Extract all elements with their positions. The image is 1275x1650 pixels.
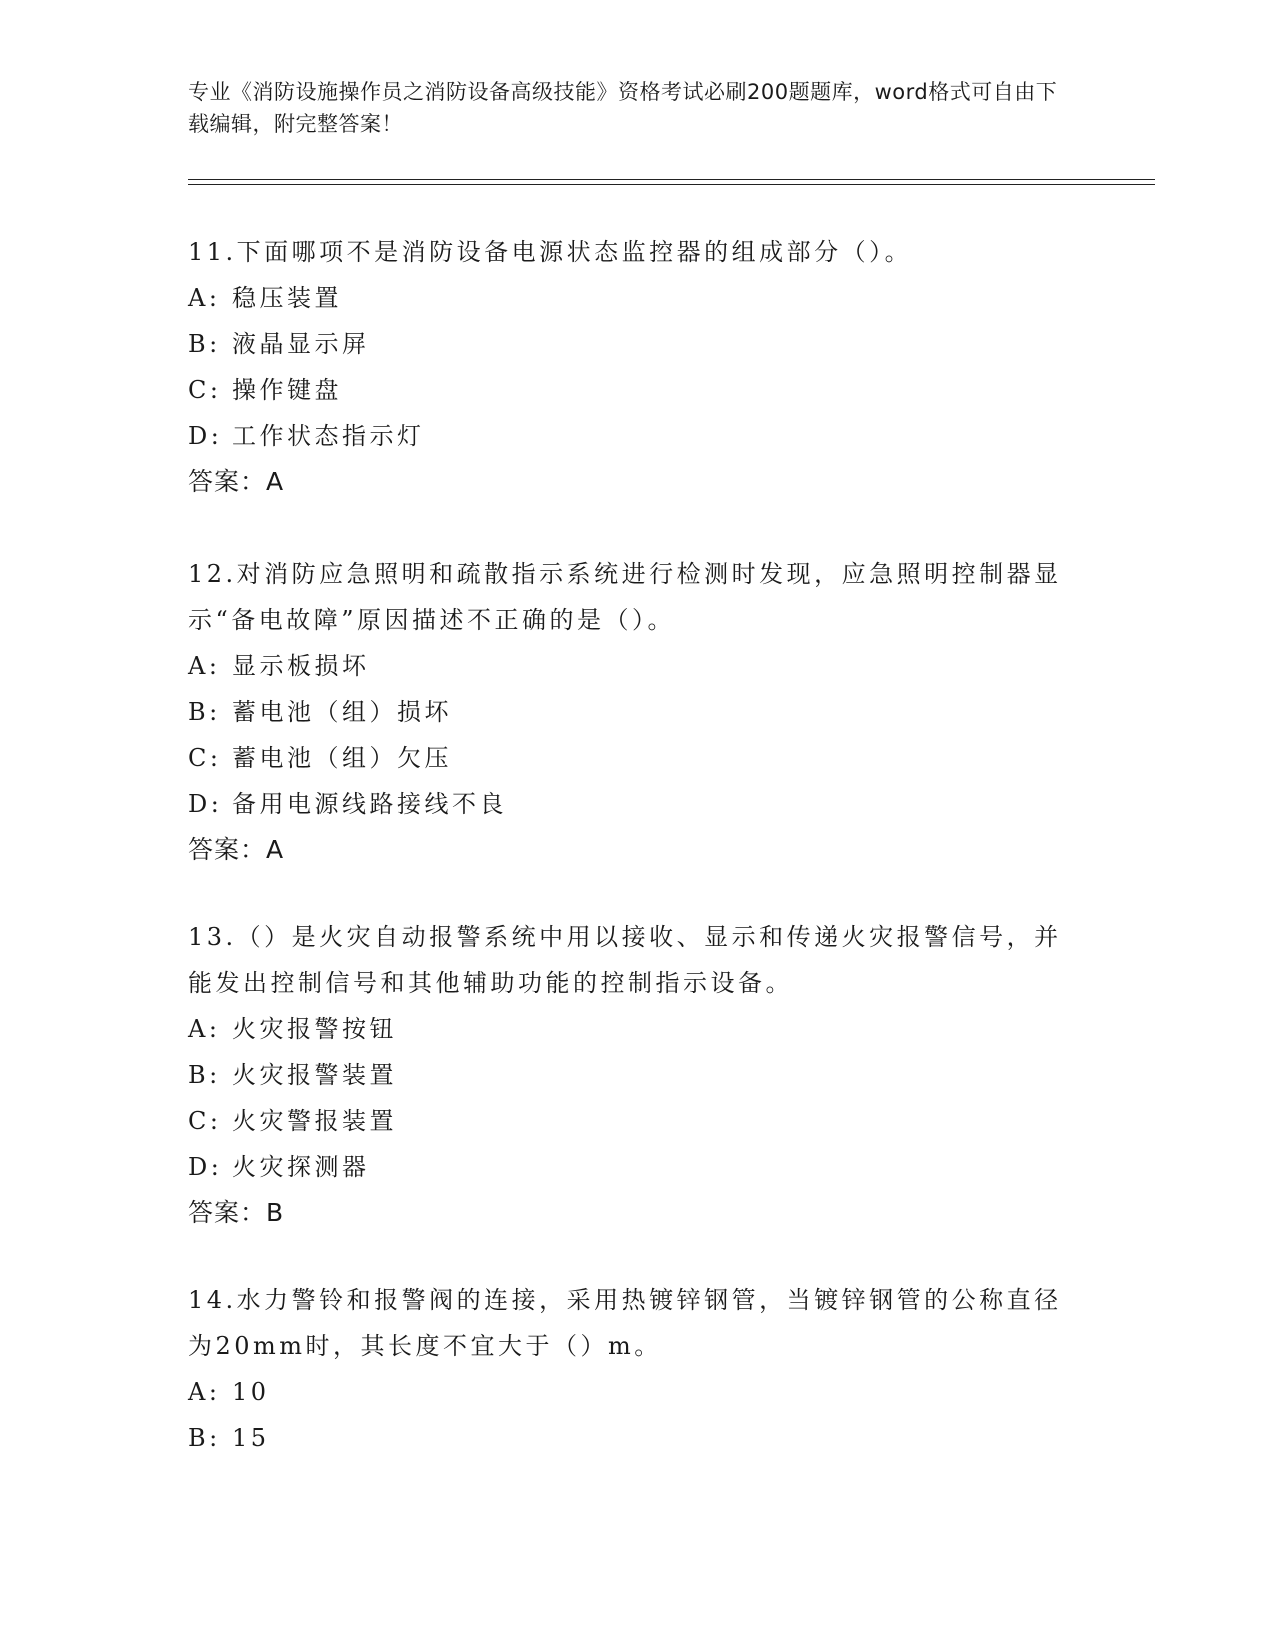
option-letter: D:: [188, 790, 223, 818]
option-text: 火灾探测器: [232, 1153, 370, 1181]
option-a: [188, 1006, 1088, 1052]
question-stem: 11.下面哪项不是消防设备电源状态监控器的组成部分（）。: [188, 238, 913, 266]
option-text: 液晶显示屏: [232, 330, 370, 358]
answer-label: 答案：A: [188, 835, 285, 864]
option-letter: A:: [188, 1015, 221, 1043]
option-text: 15: [232, 1424, 270, 1452]
question-11: [188, 229, 1088, 505]
option-letter: D:: [188, 422, 223, 450]
option-letter: B:: [188, 1061, 221, 1089]
option-c: [188, 735, 1088, 781]
option-text: 工作状态指示灯: [232, 422, 425, 450]
option-b: [188, 321, 1088, 367]
option-a: [188, 643, 1088, 689]
option-letter: C:: [188, 744, 222, 772]
header-divider-line: [188, 179, 1155, 180]
option-d: [188, 413, 1088, 459]
question-stem: 14.水力警铃和报警阀的连接，采用热镀锌钢管，当镀锌钢管的公称直径为20mm时，其长度不宜大于（）m。: [188, 1286, 1062, 1360]
option-text: 火灾报警装置: [232, 1061, 397, 1089]
option-letter: A:: [188, 652, 221, 680]
document-header: 专业《消防设施操作员之消防设备高级技能》资格考试必刷200题题库，word格式可自由下载编辑，附完整答案！: [188, 80, 1058, 136]
option-a: [188, 1369, 1088, 1415]
option-text: 火灾警报装置: [232, 1107, 397, 1135]
option-text: 火灾报警按钮: [232, 1015, 397, 1043]
option-letter: B:: [188, 1424, 221, 1452]
option-letter: C:: [188, 1107, 222, 1135]
question-14: [188, 1277, 1088, 1461]
answer-label: 答案：B: [188, 1198, 285, 1227]
question-stem: 13.（）是火灾自动报警系统中用以接收、显示和传递火灾报警信号，并能发出控制信号和其他辅助功能的控制指示设备。: [188, 923, 1062, 997]
option-letter: A:: [188, 284, 221, 312]
option-letter: B:: [188, 698, 221, 726]
option-text: 备用电源线路接线不良: [232, 790, 507, 818]
option-d: [188, 781, 1088, 827]
option-b: [188, 1052, 1088, 1098]
option-d: [188, 1144, 1088, 1190]
option-c: [188, 1098, 1088, 1144]
option-letter: A:: [188, 1378, 221, 1406]
option-c: [188, 367, 1088, 413]
option-text: 操作键盘: [232, 376, 342, 404]
option-text: 蓄电池（组）欠压: [232, 744, 452, 772]
option-text: 显示板损坏: [232, 652, 370, 680]
question-13: [188, 914, 1088, 1236]
header-divider-line-2: [188, 184, 1155, 185]
option-text: 稳压装置: [232, 284, 342, 312]
option-text: 10: [232, 1378, 270, 1406]
option-a: [188, 275, 1088, 321]
option-b: [188, 689, 1088, 735]
option-text: 蓄电池（组）损坏: [232, 698, 452, 726]
question-stem: 12.对消防应急照明和疏散指示系统进行检测时发现，应急照明控制器显示“备电故障”原因描述不正确的是（）。: [188, 560, 1062, 634]
option-b: [188, 1415, 1088, 1461]
answer-label: 答案：A: [188, 467, 285, 496]
option-letter: C:: [188, 376, 222, 404]
option-letter: B:: [188, 330, 221, 358]
question-12: [188, 551, 1088, 873]
option-letter: D:: [188, 1153, 223, 1181]
